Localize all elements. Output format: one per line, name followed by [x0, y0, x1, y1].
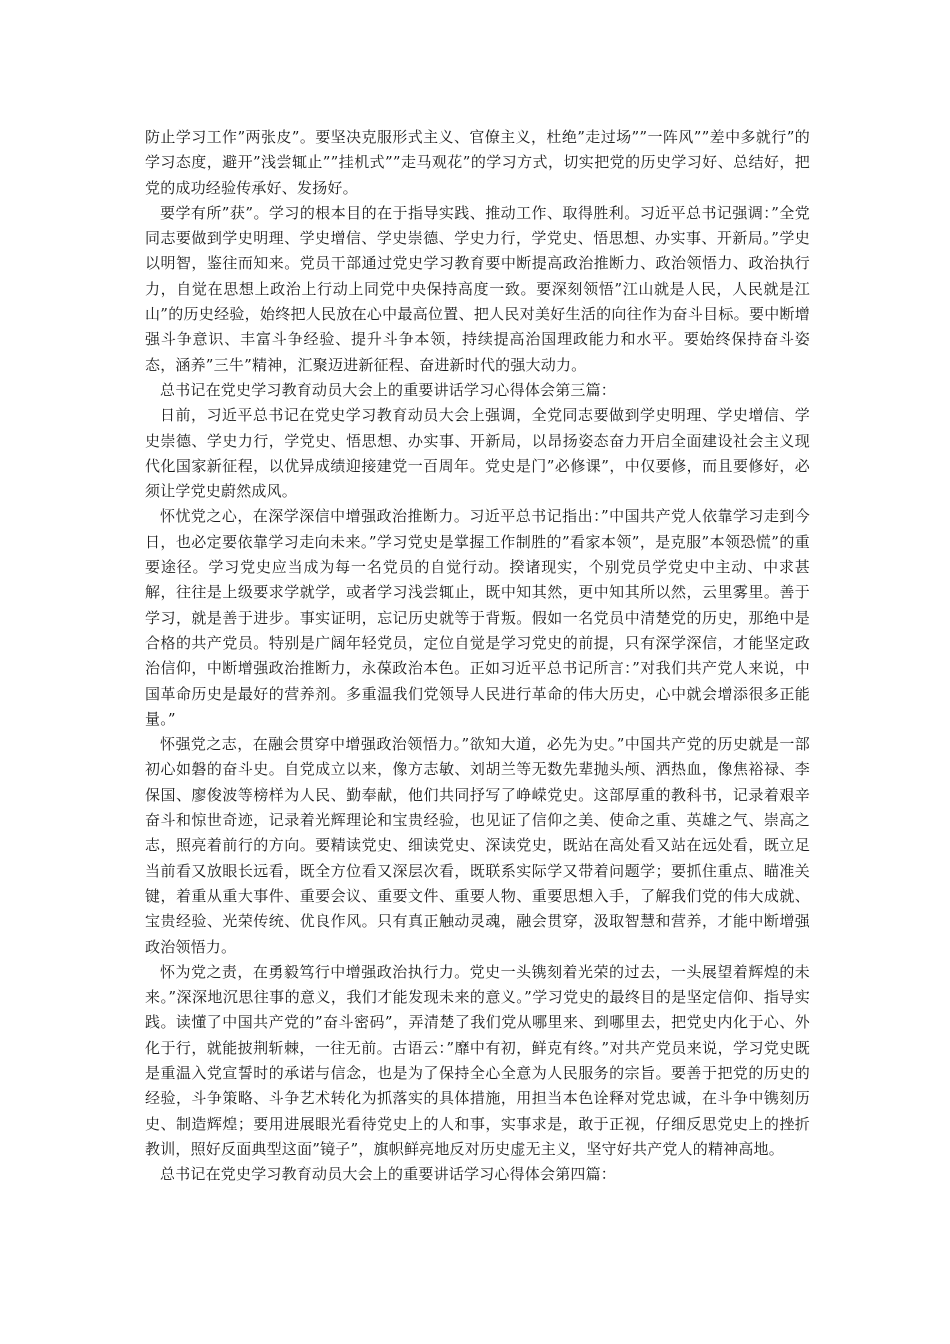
section-heading-third: 总书记在党史学习教育动员大会上的重要讲话学习心得体会第三篇：	[160, 380, 617, 399]
paragraph-responsibility: 怀为党之责，在勇毅笃行中增强政治执行力。党史一头镌刻着光荣的过去，一头展望着辉煌的未来。”深深地沉思往事的意义，我们才能发现未来的意义。”学习党史的最终目的是坚定信仰、指导实践。读懂了中国共产党的”奋斗密码”，弄清楚了我们党从哪里来、到哪里去，把党史内化于心、外化于行，就能披荆斩棘，一往无前。古语云：”靡中有初，鲜克有终。”对共产党员来说，学习党史既是重温入党宣誓时的承诺与信念，也是为了保持全心全意为人民服务的宗旨。要善于把党的历史的经验，斗争策略、斗争艺术转化为抓落实的具体措施，用担当本色诠释对党忠诚，在斗争中镌刻历史、制造辉煌；要用进展眼光看待党史上的人和事，实事求是，敢于正视，仔细反思党史上的挫折教训，照好反面典型这面”镜子”，旗帜鲜亮地反对历史虚无主义，坚守好共产党人的精神高地。	[145, 962, 810, 1158]
paragraph-intro-third: 日前，习近平总书记在党史学习教育动员大会上强调，全党同志要做到学史明理、学史增信、学史崇德、学史力行，学党史、悟思想、办实事、开新局，以昂扬姿态奋力开启全面建设社会主义现代化国家新征程，以优异成绩迎接建党一百周年。党史是门”必修课”，中仅要修，而且要修好，必须让学党史蔚然成风。	[145, 406, 810, 501]
paragraph-learn-gain: 要学有所”获”。学习的根本目的在于指导实践、推动工作、取得胜利。习近平总书记强调：”全党同志要做到学史明理、学史增信、学史崇德、学史力行，学党史、悟思想、办实事、开新局。”学史以明智，鉴往而知来。党员干部通过党史学习教育要中断提高政治推断力、政治领悟力、政治执行力，自觉在思想上政治上行动上同党中央保持高度一致。要深刻领悟”江山就是人民，人民就是江山”的历史经验，始终把人民放在心中最高位置、把人民对美好生活的向往作为奋斗目标。要中断增强斗争意识、丰富斗争经验、提升斗争本领，持续提高治国理政能力和水平。要始终保持奋斗姿态，涵养”三牛”精神，汇聚迈进新征程、奋进新时代的强大动力。	[145, 203, 810, 374]
section-heading-fourth: 总书记在党史学习教育动员大会上的重要讲话学习心得体会第四篇：	[160, 1165, 617, 1184]
paragraph-continuation: 防止学习工作”两张皮”。要坚决克服形式主义、官僚主义，杜绝”走过场””一阵风””差中多就行”的学习态度，避开”浅尝辄止””挂机式””走马观花”的学习方式，切实把党的历史学习好、总结好，把党的成功经验传承好、发扬好。	[145, 128, 810, 197]
paragraph-strong-will: 怀强党之志，在融会贯穿中增强政治领悟力。”欲知大道，必先为史。”中国共产党的历史就是一部初心如磐的奋斗史。自党成立以来，像方志敏、刘胡兰等无数先辈抛头颅、洒热血，像焦裕禄、李保国、廖俊波等榜样为人民、勤奉献，他们共同抒写了峥嵘党史。这部厚重的教科书，记录着艰辛奋斗和惊世奇迹，记录着光辉理论和宝贵经验，也见证了信仰之美、使命之重、英雄之气、崇高之志，照亮着前行的方向。要精读党史、细读党史、深读党史，既站在高处看又站在远处看，既立足当前看又放眼长远看，既全方位看又深层次看，既联系实际学又带着问题学；要抓住重点、瞄准关键，着重从重大事件、重要会议、重要文件、重要人物、重要思想入手，了解我们党的伟大成就、宝贵经验、光荣传统、优良作风。只有真正触动灵魂，融会贯穿，汲取智慧和营养，才能中断增强政治领悟力。	[145, 735, 810, 956]
paragraph-worry-heart: 怀忧党之心，在深学深信中增强政治推断力。习近平总书记指出：”中国共产党人依靠学习走到今日，也必定要依靠学习走向未来。”学习党史是掌握工作制胜的”看家本领”，是克服”本领恐慌”的重要途径。学习党史应当成为每一名党员的自觉行动。揆诸现实，个别党员学党史中主动、中求甚解，往往是上级要求学就学，或者学习浅尝辄止，既中知其然，更中知其所以然，云里雾里。善于学习，就是善于进步。事实证明，忘记历史就等于背叛。假如一名党员中清楚党的历史，那绝中是合格的共产党员。特别是广阔年轻党员，定位自觉是学习党史的前提，只有深学深信，才能坚定政治信仰，中断增强政治推断力，永葆政治本色。正如习近平总书记所言：”对我们共产党人来说，中国革命历史是最好的营养剂。多重温我们党领导人民进行革命的伟大历史，心中就会增添很多正能量。”	[145, 507, 810, 728]
document-body	[145, 125, 810, 1187]
